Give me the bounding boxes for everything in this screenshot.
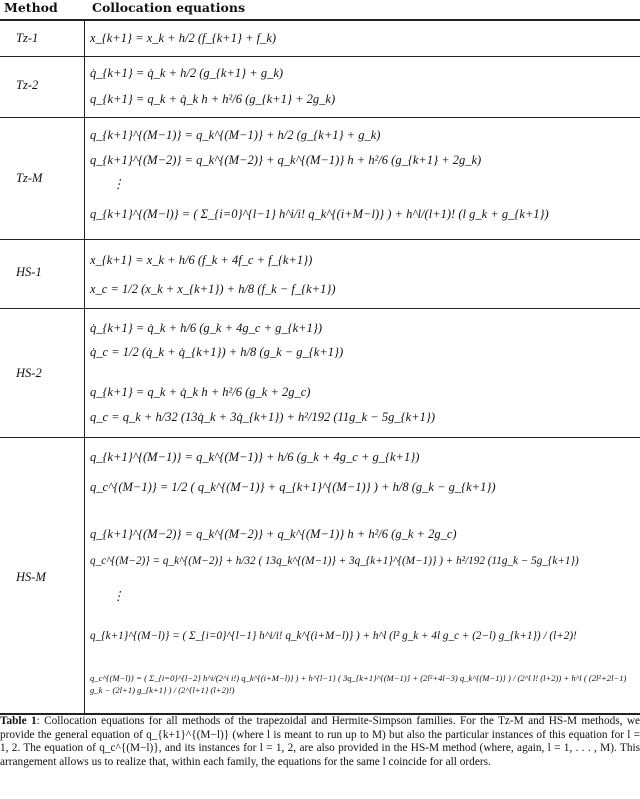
equation: q_{k+1} = q_k + q̇_k h + h²/6 (g_{k+1} + 2g_k)	[90, 92, 336, 106]
equation: q_{k+1}^{(M−2)} = q_k^{(M−2)} + q_k^{(M−1)} h + h²/6 (g_{k+1} + 2g_k)	[90, 153, 482, 167]
vertical-ellipsis: ⋮	[112, 177, 125, 191]
header-equations: Collocation equations	[92, 0, 245, 15]
method-tz2: Tz-2	[16, 78, 39, 92]
equation: q_{k+1}^{(M−1)} = q_k^{(M−1)} + h/6 (g_k + 4g_c + g_{k+1})	[90, 450, 420, 464]
method-hs1: HS-1	[16, 265, 42, 279]
equation: q̇_{k+1} = q̇_k + h/2 (g_{k+1} + g_k)	[90, 66, 284, 80]
rule-header	[0, 19, 640, 21]
equation: q̇_{k+1} = q̇_k + h/6 (g_k + 4g_c + g_{k+1})	[90, 321, 323, 335]
equation: q_c = q_k + h/32 (13q̇_k + 3q̇_{k+1}) + h²/192 (11g_k − 5g_{k+1})	[90, 410, 435, 424]
equation: x_{k+1} = x_k + h/6 (f_k + 4f_c + f_{k+1})	[90, 253, 313, 267]
caption-text: : Collocation equations for all methods of the trapezoidal and Hermite-Simpson families. For the Tz-M and HS-M methods, we provide the general equation of q_{k+1}^{(M−l)} (where l is meant to run up to M) but also the particular instances of this equation for l = 1, 2. The equation of q_c^{(M−l)}, and its instances for l = 1, 2, are also provided in the HS-M method (where, again, l = 1, . . . , M). This arrangement allows us to realize that, within each family, the equations for the same l coincide for all orders.	[0, 715, 640, 768]
rule-row	[0, 308, 640, 309]
equation: q̇_c = 1/2 (q̇_k + q̇_{k+1}) + h/8 (g_k − g_{k+1})	[90, 345, 344, 359]
equation: q_c^{(M−l)} = ( Σ_{i=0}^{l−2} h^i/(2^i i!) q_k^{(i+M−l)} ) + h^{l−1} ( 3q_{k+1}^{(M−1)} + (2l²+4l−3) q_k^{(M−1)} ) / (2^l l! (l+2)) + h^l ( (2l²+2l−1) g_k − (2l+1) g_{k+1} ) / (2^{l+1} (l+2)!)	[90, 673, 627, 695]
rule-row	[0, 56, 640, 57]
equation: q_c^{(M−2)} = q_k^{(M−2)} + h/32 ( 13q_k^{(M−1)} + 3q_{k+1}^{(M−1)} ) + h²/192 (11g_k − 5g_{k+1})	[90, 555, 579, 567]
equation: q_{k+1} = q_k + q̇_k h + h²/6 (g_k + 2g_c)	[90, 385, 311, 399]
equation: q_{k+1}^{(M−l)} = ( Σ_{i=0}^{l−1} h^i/i! q_k^{(i+M−l)} ) + h^l (l² g_k + 4l g_c + (2−l) g_{k+1}) / (l+2)!	[90, 630, 577, 642]
equation: x_{k+1} = x_k + h/2 (f_{k+1} + f_k)	[90, 31, 277, 45]
caption-label: Table 1	[0, 715, 37, 727]
method-tz1: Tz-1	[16, 31, 39, 45]
table-caption	[0, 715, 640, 769]
equation: q_c^{(M−1)} = 1/2 ( q_k^{(M−1)} + q_{k+1}^{(M−1)} ) + h/8 (g_k − g_{k+1})	[90, 480, 496, 494]
column-divider	[84, 19, 85, 714]
equation: x_c = 1/2 (x_k + x_{k+1}) + h/8 (f_k − f_{k+1})	[90, 282, 336, 296]
rule-row	[0, 437, 640, 438]
header-method: Method	[4, 0, 58, 15]
equation: q_{k+1}^{(M−l)} = ( Σ_{i=0}^{l−1} h^i/i! q_k^{(i+M−l)} ) + h^l/(l+1)! (l g_k + g_{k+1})	[90, 207, 549, 221]
equation: q_{k+1}^{(M−1)} = q_k^{(M−1)} + h/2 (g_{k+1} + g_k)	[90, 128, 381, 142]
equation: q_{k+1}^{(M−2)} = q_k^{(M−2)} + q_k^{(M−1)} h + h²/6 (g_k + 2g_c)	[90, 527, 457, 541]
method-hs2: HS-2	[16, 366, 42, 380]
rule-row	[0, 239, 640, 240]
vertical-ellipsis: ⋮	[112, 589, 125, 603]
method-hsm: HS-M	[16, 570, 46, 584]
rule-row	[0, 117, 640, 118]
method-tzm: Tz-M	[16, 171, 43, 185]
